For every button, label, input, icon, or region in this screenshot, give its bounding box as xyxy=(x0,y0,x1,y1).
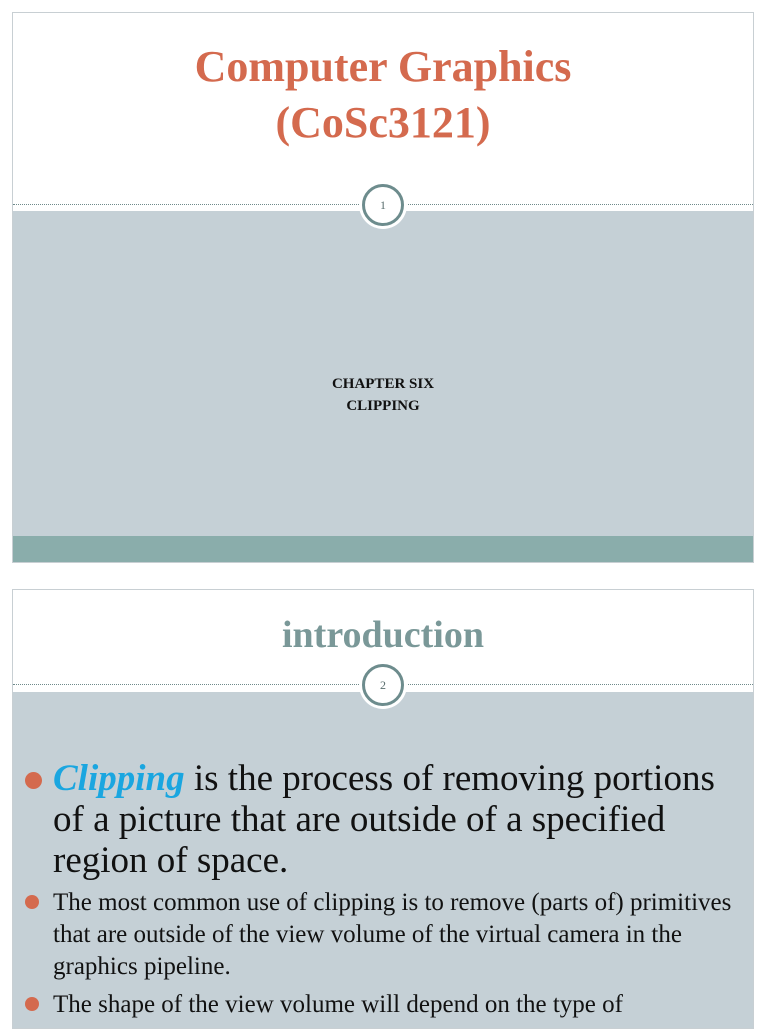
slide-1 xyxy=(12,12,754,563)
slide-2-title: introduction xyxy=(281,614,484,656)
page-number-badge: 2 xyxy=(362,664,404,706)
bullet-list xyxy=(23,758,743,1021)
bullet-text: The most common use of clipping is to remove (parts of) primitives that are outside of the view volume of the virtual camera in the graphics pipeline. xyxy=(53,889,732,980)
slide-1-title-line-2: (CoSc3121) xyxy=(275,98,491,147)
slide-2 xyxy=(12,589,754,1029)
bullet-item xyxy=(23,758,743,881)
slide-1-title-area xyxy=(13,39,753,151)
bullet-item xyxy=(23,989,743,1021)
highlighted-term: Clipping xyxy=(53,758,185,799)
slide-1-title-line-1: Computer Graphics xyxy=(194,42,572,91)
footer-bar xyxy=(13,536,753,562)
chapter-subtitle: CLIPPING xyxy=(346,398,420,414)
bullet-dot-icon xyxy=(25,772,42,789)
bullet-dot-icon xyxy=(25,895,39,909)
bullet-dot-icon xyxy=(25,997,39,1011)
chapter-heading xyxy=(13,373,753,417)
bullet-item xyxy=(23,887,743,983)
page-number-badge: 1 xyxy=(362,184,404,226)
bullet-text: is the process of removing portions of a picture that are outside of a specified region of space. xyxy=(53,758,715,881)
slide-2-title-area xyxy=(13,610,753,660)
chapter-label: CHAPTER SIX xyxy=(331,376,435,392)
bullet-text: The shape of the view volume will depend on the type of xyxy=(53,991,623,1018)
